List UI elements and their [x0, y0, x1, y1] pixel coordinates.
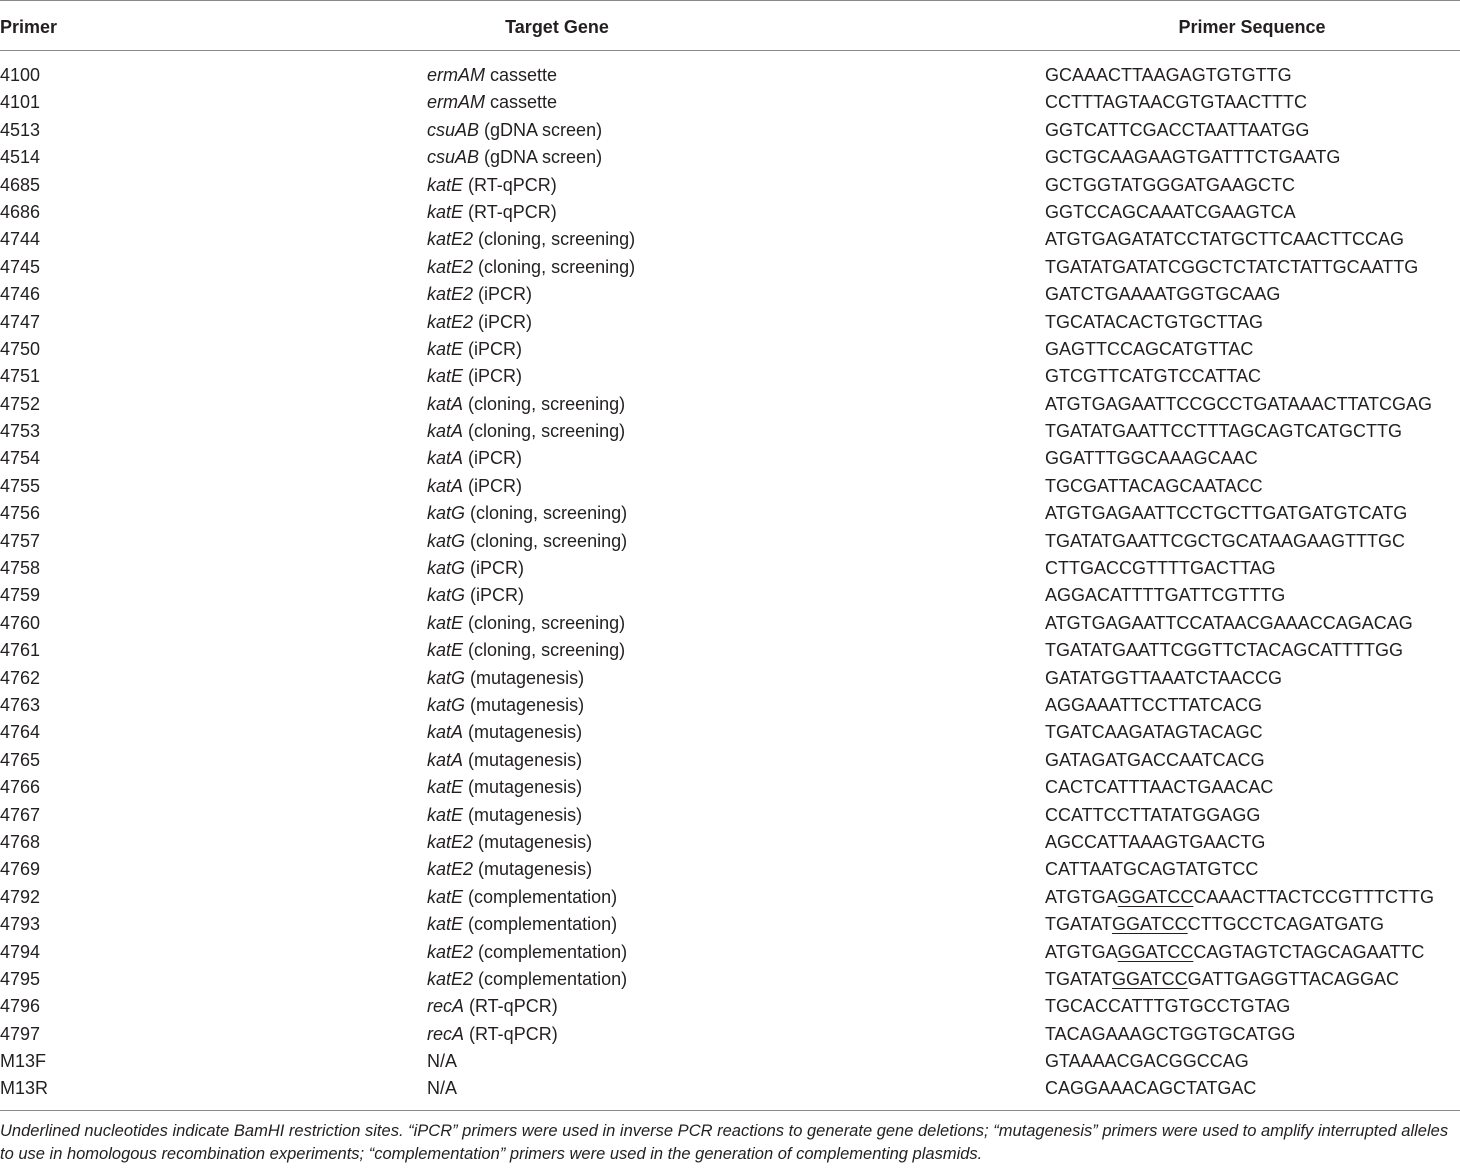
target-gene-cell	[427, 802, 582, 829]
primer-id: 4747	[0, 311, 41, 332]
table-top-rule	[0, 0, 1460, 1]
primer-sequence-cell	[1045, 473, 1263, 500]
target-gene-cell	[427, 473, 522, 500]
gene-name: katE2	[427, 831, 474, 852]
target-gene-cell	[427, 665, 584, 692]
primer-sequence-cell	[1045, 856, 1258, 883]
primer-id: 4751	[0, 366, 41, 387]
primer-sequence-cell	[1045, 309, 1263, 336]
gene-name: katE	[427, 338, 464, 359]
table-body	[0, 62, 1460, 1103]
primer-id: 4746	[0, 284, 41, 305]
sequence-text: TGATATGAATTCGGTTCTACAGCATTTTGG	[1045, 640, 1403, 661]
primer-id: 4759	[0, 585, 41, 606]
sequence-text: GGATTTGGCAAAGCAAC	[1045, 448, 1258, 469]
primer-id: 4755	[0, 475, 41, 496]
primer-sequence-cell	[1045, 418, 1402, 445]
gene-name: katG	[427, 503, 466, 524]
gene-name: katG	[427, 667, 466, 688]
primer-sequence-cell	[1045, 117, 1309, 144]
column-header-primer-sequence: Primer Sequence	[1178, 17, 1326, 37]
primer-id: 4686	[0, 201, 41, 222]
table-row	[0, 582, 1460, 609]
gene-purpose: (mutagenesis)	[463, 777, 583, 798]
primer-id: 4797	[0, 1023, 41, 1044]
primer-id: 4514	[0, 147, 41, 168]
table-row	[0, 528, 1460, 555]
table-row	[0, 281, 1460, 308]
target-gene-cell	[427, 829, 592, 856]
primer-sequence-cell	[1045, 993, 1290, 1020]
primer-id: 4750	[0, 338, 41, 359]
sequence-text: ATGTGA	[1045, 941, 1118, 962]
table-row	[0, 363, 1460, 390]
gene-name: katE	[427, 612, 464, 633]
target-gene-cell	[427, 1021, 558, 1048]
gene-purpose: (mutagenesis)	[463, 722, 583, 743]
gene-purpose: cassette	[485, 92, 558, 113]
primer-id: 4685	[0, 174, 41, 195]
sequence-text: GGTCATTCGACCTAATTAATGG	[1045, 119, 1310, 140]
gene-purpose: (cloning, screening)	[463, 393, 626, 414]
gene-purpose: cassette	[485, 65, 558, 85]
target-gene-cell	[427, 254, 635, 281]
target-gene-cell	[427, 993, 558, 1020]
gene-purpose: (RT-qPCR)	[464, 1023, 558, 1044]
primer-sequence-cell	[1045, 391, 1432, 418]
sequence-text: GAGTTCCAGCATGTTAC	[1045, 338, 1254, 359]
primer-sequence-cell	[1045, 747, 1265, 774]
gene-purpose: (mutagenesis)	[473, 859, 593, 880]
sequence-text: TGATATGAATTCCTTTAGCAGTCATGCTTG	[1045, 421, 1402, 442]
gene-purpose: (gDNA screen)	[479, 119, 603, 140]
gene-name: katA	[427, 393, 464, 414]
bamhi-site: GGATCC	[1112, 914, 1188, 935]
sequence-text: GTAAAACGACGGCCAG	[1045, 1051, 1249, 1072]
primer-id: M13R	[0, 1078, 49, 1099]
sequence-text-after-site: CAGTAGTCTAGCAGAATTC	[1193, 941, 1425, 962]
primer-sequence-cell	[1045, 774, 1273, 801]
table-row	[0, 555, 1460, 582]
sequence-text: AGCCATTAAAGTGAACTG	[1045, 831, 1266, 852]
gene-name: katE2	[427, 311, 474, 332]
sequence-text: ATGTGAGAATTCCTGCTTGATGATGTCATG	[1045, 503, 1408, 524]
primer-sequence-cell	[1045, 144, 1340, 171]
primer-sequence-cell	[1045, 719, 1263, 746]
primer-sequence-cell	[1045, 665, 1282, 692]
table-row	[0, 939, 1460, 966]
primer-id: 4753	[0, 421, 41, 442]
sequence-text: GATCTGAAAATGGTGCAAG	[1045, 284, 1281, 305]
primer-id: 4744	[0, 229, 41, 250]
primer-id: 4745	[0, 256, 41, 277]
gene-name: katE	[427, 886, 464, 907]
gene-purpose: (cloning, screening)	[465, 503, 628, 524]
primer-id: 4767	[0, 804, 41, 825]
target-gene-cell	[427, 445, 522, 472]
target-gene-cell	[427, 774, 582, 801]
bamhi-site: GGATCC	[1112, 968, 1188, 989]
gene-purpose: (iPCR)	[463, 338, 523, 359]
primer-id: 4766	[0, 777, 41, 798]
sequence-text: AGGAAATTCCTTATCACG	[1045, 694, 1263, 715]
table-row	[0, 418, 1460, 445]
table-row	[0, 199, 1460, 226]
primer-sequence-cell	[1045, 692, 1262, 719]
primer-sequence-cell	[1045, 610, 1413, 637]
primer-id: 4758	[0, 558, 41, 579]
primer-id: 4768	[0, 831, 41, 852]
primer-id: 4760	[0, 612, 41, 633]
primer-id: 4794	[0, 941, 41, 962]
primer-sequence-cell	[1045, 939, 1424, 966]
primer-sequence-cell	[1045, 884, 1434, 911]
gene-purpose: (iPCR)	[473, 311, 533, 332]
primer-sequence-cell	[1045, 336, 1253, 363]
header-divider-rule	[0, 50, 1460, 51]
gene-name: katG	[427, 585, 466, 606]
primer-id: M13F	[0, 1051, 47, 1072]
primer-id: 4757	[0, 530, 41, 551]
table-row	[0, 774, 1460, 801]
gene-name: katA	[427, 722, 464, 743]
primer-sequence-cell	[1045, 226, 1404, 253]
gene-name: katG	[427, 558, 466, 579]
primer-id: 4752	[0, 393, 41, 414]
sequence-text: GCTGGTATGGGATGAAGCTC	[1045, 174, 1295, 195]
table-row	[0, 911, 1460, 938]
gene-purpose: N/A	[427, 1078, 458, 1099]
table-row	[0, 500, 1460, 527]
sequence-text: CCATTCCTTATATGGAGG	[1045, 804, 1261, 825]
primer-sequence-cell	[1045, 199, 1296, 226]
gene-purpose: (cloning, screening)	[473, 229, 636, 250]
gene-name: katE	[427, 201, 464, 222]
column-header-primer: Primer	[0, 17, 58, 37]
target-gene-cell	[427, 884, 617, 911]
target-gene-cell	[427, 856, 592, 883]
sequence-text: GATATGGTTAAATCTAACCG	[1045, 667, 1282, 688]
target-gene-cell	[427, 637, 625, 664]
sequence-text: GTCGTTCATGTCCATTAC	[1045, 366, 1261, 387]
gene-purpose: (iPCR)	[463, 366, 523, 387]
gene-purpose: (mutagenesis)	[465, 694, 585, 715]
gene-purpose: N/A	[427, 1051, 458, 1072]
target-gene-cell	[427, 172, 557, 199]
target-gene-cell	[427, 719, 582, 746]
bamhi-site: GGATCC	[1117, 886, 1194, 907]
primer-id: 4100	[0, 65, 41, 85]
sequence-text: TGATATGAATTCGCTGCATAAGAAGTTTGC	[1045, 530, 1405, 551]
gene-purpose: (complementation)	[463, 886, 618, 907]
primer-sequence-cell	[1045, 829, 1265, 856]
target-gene-cell	[427, 555, 524, 582]
sequence-text: TGATAT	[1045, 968, 1112, 989]
sequence-text-after-site: GATTGAGGTTACAGGAC	[1187, 968, 1400, 989]
target-gene-cell	[427, 199, 557, 226]
target-gene-cell	[427, 309, 532, 336]
sequence-text-after-site: CTTGCCTCAGATGATG	[1187, 914, 1384, 935]
primer-id: 4754	[0, 448, 41, 469]
primer-id: 4761	[0, 640, 41, 661]
primer-sequence-cell	[1045, 445, 1258, 472]
gene-purpose: (cloning, screening)	[463, 421, 626, 442]
primer-sequence-cell	[1045, 254, 1418, 281]
gene-name: katE	[427, 777, 464, 798]
sequence-text: TGCATACACTGTGCTTAG	[1045, 311, 1263, 332]
gene-purpose: (iPCR)	[465, 585, 525, 606]
gene-name: katE2	[427, 284, 474, 305]
table-row	[0, 117, 1460, 144]
bamhi-site: GGATCC	[1117, 941, 1194, 962]
table-row	[0, 610, 1460, 637]
gene-name: ermAM	[427, 65, 485, 85]
column-header-target-gene: Target Gene	[505, 17, 609, 37]
table-row	[0, 1075, 1460, 1102]
sequence-text: TGATAT	[1045, 914, 1112, 935]
gene-name: katE2	[427, 256, 474, 277]
gene-name: katE2	[427, 229, 474, 250]
sequence-text: GCTGCAAGAAGTGATTTCTGAATG	[1045, 147, 1341, 168]
primer-sequence-cell	[1045, 281, 1280, 308]
table-row	[0, 637, 1460, 664]
target-gene-cell	[427, 911, 617, 938]
primer-sequence-cell	[1045, 89, 1307, 116]
table-row	[0, 336, 1460, 363]
table-row	[0, 966, 1460, 993]
sequence-text: TACAGAAAGCTGGTGCATGG	[1045, 1023, 1296, 1044]
gene-purpose: (cloning, screening)	[473, 256, 636, 277]
gene-name: katE	[427, 640, 464, 661]
primer-id: 4762	[0, 667, 41, 688]
primer-id: 4765	[0, 749, 41, 770]
sequence-text: TGATATGATATCGGCTCTATCTATTGCAATTG	[1045, 256, 1419, 277]
sequence-text: GCAAACTTAAGAGTGTGTTG	[1045, 65, 1292, 85]
gene-purpose: (iPCR)	[463, 475, 523, 496]
gene-name: katG	[427, 530, 466, 551]
primer-id: 4513	[0, 119, 41, 140]
gene-purpose: (complementation)	[463, 914, 618, 935]
gene-purpose: (iPCR)	[465, 558, 525, 579]
table-row	[0, 226, 1460, 253]
table-row	[0, 802, 1460, 829]
gene-name: katE	[427, 914, 464, 935]
table-row	[0, 993, 1460, 1020]
primer-sequence-cell	[1045, 172, 1295, 199]
primer-id: 4796	[0, 996, 41, 1017]
target-gene-cell	[427, 363, 522, 390]
sequence-text: TGCACCATTTGTGCCTGTAG	[1045, 996, 1291, 1017]
gene-name: recA	[427, 1023, 465, 1044]
sequence-text-after-site: CAAACTTACTCCGTTTCTTG	[1193, 886, 1434, 907]
table-row	[0, 665, 1460, 692]
table-row	[0, 856, 1460, 883]
table-row	[0, 254, 1460, 281]
target-gene-cell	[427, 391, 625, 418]
target-gene-cell	[427, 1048, 457, 1075]
table-row	[0, 473, 1460, 500]
table-row	[0, 172, 1460, 199]
gene-purpose: (cloning, screening)	[463, 612, 626, 633]
gene-purpose: (mutagenesis)	[463, 749, 583, 770]
gene-name: katE2	[427, 859, 474, 880]
table-row	[0, 309, 1460, 336]
primer-sequence-cell	[1045, 62, 1292, 89]
gene-purpose: (cloning, screening)	[465, 530, 628, 551]
gene-name: katA	[427, 749, 464, 770]
target-gene-cell	[427, 939, 627, 966]
target-gene-cell	[427, 226, 635, 253]
gene-name: katA	[427, 448, 464, 469]
gene-purpose: (RT-qPCR)	[464, 996, 558, 1017]
table-row	[0, 391, 1460, 418]
gene-name: katE	[427, 804, 464, 825]
target-gene-cell	[427, 1075, 457, 1102]
table-row	[0, 884, 1460, 911]
sequence-text: CATTAATGCAGTATGTCC	[1045, 859, 1259, 880]
target-gene-cell	[427, 692, 584, 719]
target-gene-cell	[427, 582, 524, 609]
target-gene-cell	[427, 62, 557, 89]
target-gene-cell	[427, 117, 602, 144]
primer-sequence-cell	[1045, 582, 1285, 609]
sequence-text: TGCGATTACAGCAATACC	[1045, 475, 1263, 496]
primer-id: 4756	[0, 503, 41, 524]
gene-purpose: (complementation)	[473, 968, 628, 989]
gene-name: katG	[427, 694, 466, 715]
table-bottom-rule	[0, 1110, 1460, 1111]
gene-purpose: (iPCR)	[473, 284, 533, 305]
table-row	[0, 89, 1460, 116]
primer-sequence-cell	[1045, 966, 1399, 993]
primer-sequence-cell	[1045, 555, 1276, 582]
target-gene-cell	[427, 528, 627, 555]
target-gene-cell	[427, 500, 627, 527]
gene-purpose: (mutagenesis)	[473, 831, 593, 852]
primer-sequence-cell	[1045, 1048, 1249, 1075]
primer-id: 4764	[0, 722, 41, 743]
gene-name: katE	[427, 366, 464, 387]
primer-sequence-cell	[1045, 528, 1405, 555]
primer-sequence-cell	[1045, 363, 1261, 390]
gene-name: katE2	[427, 941, 474, 962]
gene-name: csuAB	[427, 147, 480, 168]
sequence-text: CAGGAAACAGCTATGAC	[1045, 1078, 1257, 1099]
sequence-text: AGGACATTTTGATTCGTTTG	[1045, 585, 1286, 606]
target-gene-cell	[427, 966, 627, 993]
target-gene-cell	[427, 89, 557, 116]
gene-purpose: (iPCR)	[463, 448, 523, 469]
primer-id: 4763	[0, 694, 41, 715]
gene-name: katA	[427, 475, 464, 496]
gene-purpose: (gDNA screen)	[479, 147, 603, 168]
primer-sequence-cell	[1045, 1021, 1295, 1048]
gene-name: csuAB	[427, 119, 480, 140]
primer-id: 4795	[0, 968, 41, 989]
gene-name: katE	[427, 174, 464, 195]
gene-purpose: (mutagenesis)	[465, 667, 585, 688]
primer-id: 4769	[0, 859, 41, 880]
primer-sequence-cell	[1045, 637, 1403, 664]
table-row	[0, 1048, 1460, 1075]
table-footnote: Underlined nucleotides indicate BamHI restriction sites. “iPCR” primers were used in inverse PCR reactions to generate gene deletions; “mutagenesis” primers were used to amplify interrupted alleles to use in homologous recombination experiments; “complementation” primers were used in the generation of complementing plasmids.	[0, 1122, 1449, 1163]
primer-sequence-cell	[1045, 802, 1260, 829]
sequence-text: GATAGATGACCAATCACG	[1045, 749, 1265, 770]
gene-purpose: (cloning, screening)	[463, 640, 626, 661]
gene-purpose: (RT-qPCR)	[463, 174, 557, 195]
primer-id: 4793	[0, 914, 41, 935]
table-row	[0, 719, 1460, 746]
table-row	[0, 692, 1460, 719]
sequence-text: ATGTGAGATATCCTATGCTTCAACTTCCAG	[1045, 229, 1404, 250]
table-row	[0, 445, 1460, 472]
sequence-text: ATGTGA	[1045, 886, 1118, 907]
gene-name: katA	[427, 421, 464, 442]
gene-purpose: (mutagenesis)	[463, 804, 583, 825]
primer-sequence-cell	[1045, 500, 1407, 527]
table-row	[0, 747, 1460, 774]
sequence-text: TGATCAAGATAGTACAGC	[1045, 722, 1263, 743]
table-row	[0, 144, 1460, 171]
sequence-text: CACTCATTTAACTGAACAC	[1045, 777, 1274, 798]
sequence-text: GGTCCAGCAAATCGAAGTCA	[1045, 201, 1296, 222]
sequence-text: ATGTGAGAATTCCATAACGAAACCAGACAG	[1045, 612, 1413, 633]
target-gene-cell	[427, 336, 522, 363]
target-gene-cell	[427, 144, 602, 171]
sequence-text: ATGTGAGAATTCCGCCTGATAAACTTATCGAG	[1045, 393, 1432, 414]
primer-id: 4101	[0, 92, 41, 113]
gene-name: recA	[427, 996, 465, 1017]
sequence-text: CCTTTAGTAACGTGTAACTTTC	[1045, 92, 1307, 113]
gene-name: ermAM	[427, 92, 485, 113]
target-gene-cell	[427, 747, 582, 774]
primer-sequence-cell	[1045, 911, 1384, 938]
primer-id: 4792	[0, 886, 41, 907]
gene-purpose: (RT-qPCR)	[463, 201, 557, 222]
gene-purpose: (complementation)	[473, 941, 628, 962]
target-gene-cell	[427, 418, 625, 445]
gene-name: katE2	[427, 968, 474, 989]
sequence-text: CTTGACCGTTTTGACTTAG	[1045, 558, 1276, 579]
table-row	[0, 62, 1460, 89]
target-gene-cell	[427, 610, 625, 637]
primer-sequence-cell	[1045, 1075, 1256, 1102]
table-row	[0, 1021, 1460, 1048]
table-row	[0, 829, 1460, 856]
target-gene-cell	[427, 281, 532, 308]
